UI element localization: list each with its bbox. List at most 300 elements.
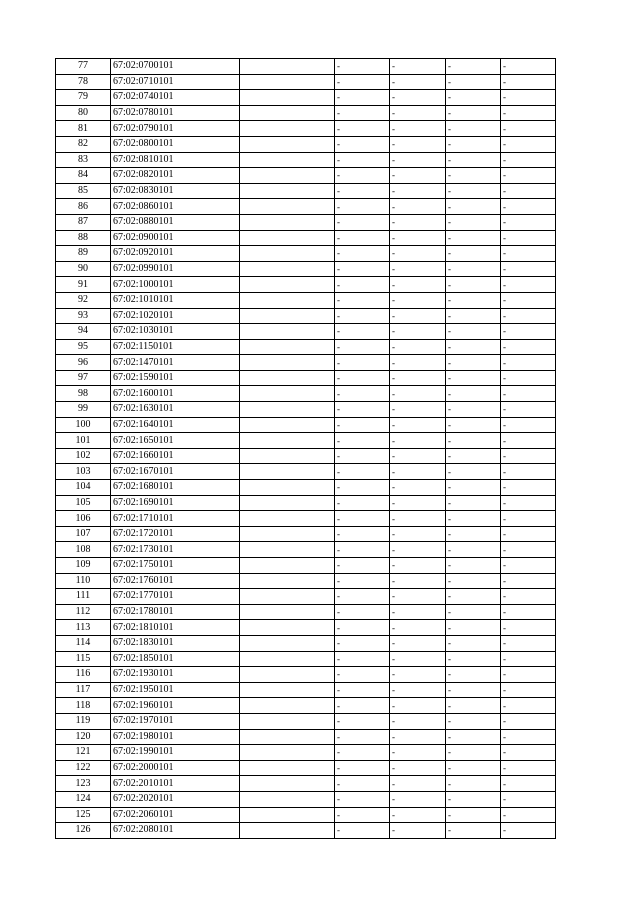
- name-cell: [240, 105, 335, 121]
- value-cell-7: -: [501, 464, 556, 480]
- table-row: [56, 214, 556, 230]
- row-number-cell: 87: [56, 214, 111, 230]
- name-cell: [240, 277, 335, 293]
- cadastral-number-cell: 67:02:0830101: [111, 183, 240, 199]
- cadastral-number-cell: 67:02:0880101: [111, 214, 240, 230]
- value-cell-5: -: [390, 791, 446, 807]
- cadastral-number-cell: 67:02:0800101: [111, 136, 240, 152]
- table-row: [56, 324, 556, 340]
- value-cell-4: -: [335, 558, 390, 574]
- name-cell: [240, 339, 335, 355]
- table-row: [56, 729, 556, 745]
- name-cell: [240, 183, 335, 199]
- row-number-cell: 80: [56, 105, 111, 121]
- value-cell-5: -: [390, 339, 446, 355]
- value-cell-6: -: [446, 807, 501, 823]
- value-cell-4: -: [335, 230, 390, 246]
- cadastral-number-cell: 67:02:1980101: [111, 729, 240, 745]
- name-cell: [240, 168, 335, 184]
- cadastral-number-cell: 67:02:1770101: [111, 589, 240, 605]
- value-cell-5: -: [390, 682, 446, 698]
- row-number-cell: 95: [56, 339, 111, 355]
- value-cell-4: -: [335, 324, 390, 340]
- value-cell-4: -: [335, 651, 390, 667]
- name-cell: [240, 589, 335, 605]
- table-row: [56, 152, 556, 168]
- value-cell-5: -: [390, 402, 446, 418]
- value-cell-6: -: [446, 183, 501, 199]
- value-cell-6: -: [446, 370, 501, 386]
- row-number-cell: 116: [56, 667, 111, 683]
- cadastral-number-cell: 67:02:2000101: [111, 760, 240, 776]
- value-cell-4: -: [335, 246, 390, 262]
- value-cell-5: -: [390, 152, 446, 168]
- value-cell-4: -: [335, 355, 390, 371]
- value-cell-5: -: [390, 620, 446, 636]
- value-cell-5: -: [390, 667, 446, 683]
- value-cell-7: -: [501, 698, 556, 714]
- name-cell: [240, 635, 335, 651]
- cadastral-number-cell: 67:02:0860101: [111, 199, 240, 215]
- name-cell: [240, 370, 335, 386]
- row-number-cell: 78: [56, 74, 111, 90]
- value-cell-7: -: [501, 261, 556, 277]
- value-cell-5: -: [390, 589, 446, 605]
- value-cell-7: -: [501, 745, 556, 761]
- cadastral-number-cell: 67:02:1750101: [111, 558, 240, 574]
- value-cell-5: -: [390, 480, 446, 496]
- register-table-body: [56, 59, 556, 839]
- value-cell-6: -: [446, 308, 501, 324]
- row-number-cell: 85: [56, 183, 111, 199]
- table-row: [56, 823, 556, 839]
- name-cell: [240, 433, 335, 449]
- table-row: [56, 464, 556, 480]
- table-row: [56, 542, 556, 558]
- value-cell-6: -: [446, 573, 501, 589]
- value-cell-5: -: [390, 713, 446, 729]
- cadastral-number-cell: 67:02:1030101: [111, 324, 240, 340]
- row-number-cell: 126: [56, 823, 111, 839]
- table-row: [56, 760, 556, 776]
- value-cell-7: -: [501, 199, 556, 215]
- value-cell-4: -: [335, 292, 390, 308]
- value-cell-7: -: [501, 776, 556, 792]
- name-cell: [240, 760, 335, 776]
- value-cell-4: -: [335, 448, 390, 464]
- value-cell-7: -: [501, 791, 556, 807]
- value-cell-7: -: [501, 823, 556, 839]
- table-row: [56, 495, 556, 511]
- value-cell-6: -: [446, 448, 501, 464]
- value-cell-5: -: [390, 199, 446, 215]
- table-row: [56, 402, 556, 418]
- value-cell-5: -: [390, 807, 446, 823]
- value-cell-5: -: [390, 526, 446, 542]
- value-cell-6: -: [446, 402, 501, 418]
- name-cell: [240, 620, 335, 636]
- value-cell-5: -: [390, 604, 446, 620]
- name-cell: [240, 698, 335, 714]
- value-cell-4: -: [335, 760, 390, 776]
- value-cell-7: -: [501, 152, 556, 168]
- value-cell-7: -: [501, 760, 556, 776]
- table-row: [56, 558, 556, 574]
- value-cell-4: -: [335, 168, 390, 184]
- table-row: [56, 776, 556, 792]
- value-cell-4: -: [335, 74, 390, 90]
- name-cell: [240, 823, 335, 839]
- cadastral-number-cell: 67:02:0790101: [111, 121, 240, 137]
- value-cell-7: -: [501, 620, 556, 636]
- name-cell: [240, 90, 335, 106]
- value-cell-7: -: [501, 74, 556, 90]
- name-cell: [240, 214, 335, 230]
- value-cell-4: -: [335, 90, 390, 106]
- value-cell-4: -: [335, 199, 390, 215]
- name-cell: [240, 791, 335, 807]
- row-number-cell: 121: [56, 745, 111, 761]
- row-number-cell: 96: [56, 355, 111, 371]
- value-cell-7: -: [501, 417, 556, 433]
- cadastral-number-cell: 67:02:0740101: [111, 90, 240, 106]
- value-cell-6: -: [446, 433, 501, 449]
- row-number-cell: 107: [56, 526, 111, 542]
- name-cell: [240, 573, 335, 589]
- name-cell: [240, 526, 335, 542]
- row-number-cell: 114: [56, 635, 111, 651]
- value-cell-7: -: [501, 635, 556, 651]
- cadastral-number-cell: 67:02:0780101: [111, 105, 240, 121]
- value-cell-7: -: [501, 90, 556, 106]
- row-number-cell: 112: [56, 604, 111, 620]
- value-cell-4: -: [335, 791, 390, 807]
- name-cell: [240, 417, 335, 433]
- name-cell: [240, 199, 335, 215]
- name-cell: [240, 136, 335, 152]
- value-cell-7: -: [501, 495, 556, 511]
- cadastral-number-cell: 67:02:1830101: [111, 635, 240, 651]
- value-cell-7: -: [501, 526, 556, 542]
- value-cell-7: -: [501, 292, 556, 308]
- value-cell-4: -: [335, 745, 390, 761]
- value-cell-6: -: [446, 745, 501, 761]
- value-cell-6: -: [446, 324, 501, 340]
- value-cell-4: -: [335, 511, 390, 527]
- value-cell-7: -: [501, 105, 556, 121]
- value-cell-6: -: [446, 339, 501, 355]
- value-cell-4: -: [335, 105, 390, 121]
- value-cell-6: -: [446, 760, 501, 776]
- value-cell-4: -: [335, 339, 390, 355]
- row-number-cell: 102: [56, 448, 111, 464]
- value-cell-7: -: [501, 480, 556, 496]
- value-cell-7: -: [501, 308, 556, 324]
- value-cell-6: -: [446, 682, 501, 698]
- table-row: [56, 526, 556, 542]
- value-cell-5: -: [390, 823, 446, 839]
- cadastral-number-cell: 67:02:0900101: [111, 230, 240, 246]
- table-row: [56, 604, 556, 620]
- name-cell: [240, 121, 335, 137]
- value-cell-6: -: [446, 246, 501, 262]
- value-cell-6: -: [446, 152, 501, 168]
- table-row: [56, 292, 556, 308]
- value-cell-6: -: [446, 386, 501, 402]
- cadastral-number-cell: 67:02:1780101: [111, 604, 240, 620]
- value-cell-5: -: [390, 760, 446, 776]
- table-row: [56, 713, 556, 729]
- value-cell-7: -: [501, 433, 556, 449]
- row-number-cell: 90: [56, 261, 111, 277]
- value-cell-5: -: [390, 136, 446, 152]
- row-number-cell: 108: [56, 542, 111, 558]
- row-number-cell: 115: [56, 651, 111, 667]
- table-row: [56, 261, 556, 277]
- row-number-cell: 122: [56, 760, 111, 776]
- name-cell: [240, 246, 335, 262]
- table-row: [56, 246, 556, 262]
- value-cell-5: -: [390, 90, 446, 106]
- name-cell: [240, 604, 335, 620]
- value-cell-4: -: [335, 386, 390, 402]
- table-row: [56, 370, 556, 386]
- value-cell-5: -: [390, 168, 446, 184]
- row-number-cell: 110: [56, 573, 111, 589]
- value-cell-6: -: [446, 635, 501, 651]
- value-cell-7: -: [501, 277, 556, 293]
- table-row: [56, 620, 556, 636]
- value-cell-4: -: [335, 214, 390, 230]
- row-number-cell: 117: [56, 682, 111, 698]
- value-cell-5: -: [390, 745, 446, 761]
- table-row: [56, 355, 556, 371]
- value-cell-7: -: [501, 324, 556, 340]
- row-number-cell: 103: [56, 464, 111, 480]
- name-cell: [240, 682, 335, 698]
- table-row: [56, 308, 556, 324]
- cadastral-number-cell: 67:02:0810101: [111, 152, 240, 168]
- row-number-cell: 93: [56, 308, 111, 324]
- cadastral-number-cell: 67:02:1710101: [111, 511, 240, 527]
- value-cell-4: -: [335, 620, 390, 636]
- name-cell: [240, 292, 335, 308]
- value-cell-6: -: [446, 791, 501, 807]
- value-cell-7: -: [501, 542, 556, 558]
- name-cell: [240, 651, 335, 667]
- cadastral-number-cell: 67:02:1470101: [111, 355, 240, 371]
- value-cell-6: -: [446, 59, 501, 75]
- value-cell-4: -: [335, 823, 390, 839]
- cadastral-number-cell: 67:02:1640101: [111, 417, 240, 433]
- value-cell-6: -: [446, 480, 501, 496]
- value-cell-6: -: [446, 495, 501, 511]
- table-row: [56, 448, 556, 464]
- value-cell-5: -: [390, 729, 446, 745]
- row-number-cell: 101: [56, 433, 111, 449]
- value-cell-6: -: [446, 214, 501, 230]
- value-cell-6: -: [446, 355, 501, 371]
- value-cell-4: -: [335, 776, 390, 792]
- table-row: [56, 105, 556, 121]
- value-cell-6: -: [446, 698, 501, 714]
- row-number-cell: 91: [56, 277, 111, 293]
- row-number-cell: 99: [56, 402, 111, 418]
- value-cell-7: -: [501, 589, 556, 605]
- table-row: [56, 59, 556, 75]
- value-cell-6: -: [446, 526, 501, 542]
- value-cell-6: -: [446, 620, 501, 636]
- value-cell-5: -: [390, 74, 446, 90]
- table-row: [56, 791, 556, 807]
- name-cell: [240, 261, 335, 277]
- value-cell-4: -: [335, 402, 390, 418]
- value-cell-6: -: [446, 105, 501, 121]
- name-cell: [240, 355, 335, 371]
- cadastral-number-cell: 67:02:2010101: [111, 776, 240, 792]
- name-cell: [240, 448, 335, 464]
- value-cell-6: -: [446, 604, 501, 620]
- row-number-cell: 98: [56, 386, 111, 402]
- value-cell-4: -: [335, 121, 390, 137]
- register-table: [55, 58, 556, 839]
- row-number-cell: 113: [56, 620, 111, 636]
- table-row: [56, 277, 556, 293]
- table-row: [56, 74, 556, 90]
- value-cell-6: -: [446, 168, 501, 184]
- value-cell-4: -: [335, 417, 390, 433]
- name-cell: [240, 495, 335, 511]
- value-cell-6: -: [446, 729, 501, 745]
- value-cell-4: -: [335, 183, 390, 199]
- row-number-cell: 83: [56, 152, 111, 168]
- table-row: [56, 199, 556, 215]
- cadastral-number-cell: 67:02:0700101: [111, 59, 240, 75]
- row-number-cell: 88: [56, 230, 111, 246]
- cadastral-number-cell: 67:02:1730101: [111, 542, 240, 558]
- table-row: [56, 698, 556, 714]
- value-cell-7: -: [501, 246, 556, 262]
- value-cell-6: -: [446, 261, 501, 277]
- name-cell: [240, 807, 335, 823]
- value-cell-7: -: [501, 168, 556, 184]
- cadastral-number-cell: 67:02:2020101: [111, 791, 240, 807]
- value-cell-5: -: [390, 324, 446, 340]
- cadastral-number-cell: 67:02:0990101: [111, 261, 240, 277]
- value-cell-4: -: [335, 604, 390, 620]
- name-cell: [240, 511, 335, 527]
- row-number-cell: 86: [56, 199, 111, 215]
- value-cell-6: -: [446, 713, 501, 729]
- value-cell-7: -: [501, 355, 556, 371]
- cadastral-number-cell: 67:02:1010101: [111, 292, 240, 308]
- row-number-cell: 104: [56, 480, 111, 496]
- name-cell: [240, 324, 335, 340]
- name-cell: [240, 74, 335, 90]
- value-cell-4: -: [335, 59, 390, 75]
- name-cell: [240, 152, 335, 168]
- name-cell: [240, 558, 335, 574]
- row-number-cell: 119: [56, 713, 111, 729]
- value-cell-5: -: [390, 277, 446, 293]
- value-cell-7: -: [501, 386, 556, 402]
- table-row: [56, 667, 556, 683]
- table-row: [56, 807, 556, 823]
- value-cell-7: -: [501, 402, 556, 418]
- value-cell-5: -: [390, 495, 446, 511]
- value-cell-6: -: [446, 589, 501, 605]
- table-row: [56, 745, 556, 761]
- value-cell-7: -: [501, 183, 556, 199]
- table-row: [56, 480, 556, 496]
- row-number-cell: 77: [56, 59, 111, 75]
- value-cell-4: -: [335, 807, 390, 823]
- value-cell-7: -: [501, 729, 556, 745]
- cadastral-number-cell: 67:02:1990101: [111, 745, 240, 761]
- value-cell-5: -: [390, 370, 446, 386]
- value-cell-5: -: [390, 511, 446, 527]
- value-cell-6: -: [446, 823, 501, 839]
- cadastral-number-cell: 67:02:0920101: [111, 246, 240, 262]
- value-cell-4: -: [335, 682, 390, 698]
- value-cell-4: -: [335, 370, 390, 386]
- table-row: [56, 589, 556, 605]
- cadastral-number-cell: 67:02:2060101: [111, 807, 240, 823]
- value-cell-4: -: [335, 589, 390, 605]
- table-row: [56, 433, 556, 449]
- value-cell-5: -: [390, 183, 446, 199]
- value-cell-7: -: [501, 511, 556, 527]
- row-number-cell: 81: [56, 121, 111, 137]
- name-cell: [240, 402, 335, 418]
- value-cell-4: -: [335, 495, 390, 511]
- name-cell: [240, 745, 335, 761]
- cadastral-number-cell: 67:02:1760101: [111, 573, 240, 589]
- value-cell-5: -: [390, 698, 446, 714]
- value-cell-4: -: [335, 698, 390, 714]
- value-cell-5: -: [390, 292, 446, 308]
- value-cell-7: -: [501, 807, 556, 823]
- value-cell-5: -: [390, 651, 446, 667]
- value-cell-6: -: [446, 542, 501, 558]
- row-number-cell: 105: [56, 495, 111, 511]
- value-cell-7: -: [501, 370, 556, 386]
- value-cell-4: -: [335, 526, 390, 542]
- value-cell-4: -: [335, 480, 390, 496]
- value-cell-7: -: [501, 713, 556, 729]
- value-cell-4: -: [335, 713, 390, 729]
- value-cell-7: -: [501, 448, 556, 464]
- table-row: [56, 511, 556, 527]
- value-cell-4: -: [335, 277, 390, 293]
- value-cell-6: -: [446, 199, 501, 215]
- value-cell-7: -: [501, 604, 556, 620]
- name-cell: [240, 308, 335, 324]
- cadastral-number-cell: 67:02:1930101: [111, 667, 240, 683]
- table-row: [56, 230, 556, 246]
- value-cell-6: -: [446, 651, 501, 667]
- value-cell-5: -: [390, 59, 446, 75]
- value-cell-7: -: [501, 136, 556, 152]
- table-row: [56, 386, 556, 402]
- row-number-cell: 109: [56, 558, 111, 574]
- value-cell-6: -: [446, 121, 501, 137]
- value-cell-5: -: [390, 308, 446, 324]
- table-row: [56, 136, 556, 152]
- row-number-cell: 94: [56, 324, 111, 340]
- cadastral-number-cell: 67:02:2080101: [111, 823, 240, 839]
- cadastral-number-cell: 67:02:1600101: [111, 386, 240, 402]
